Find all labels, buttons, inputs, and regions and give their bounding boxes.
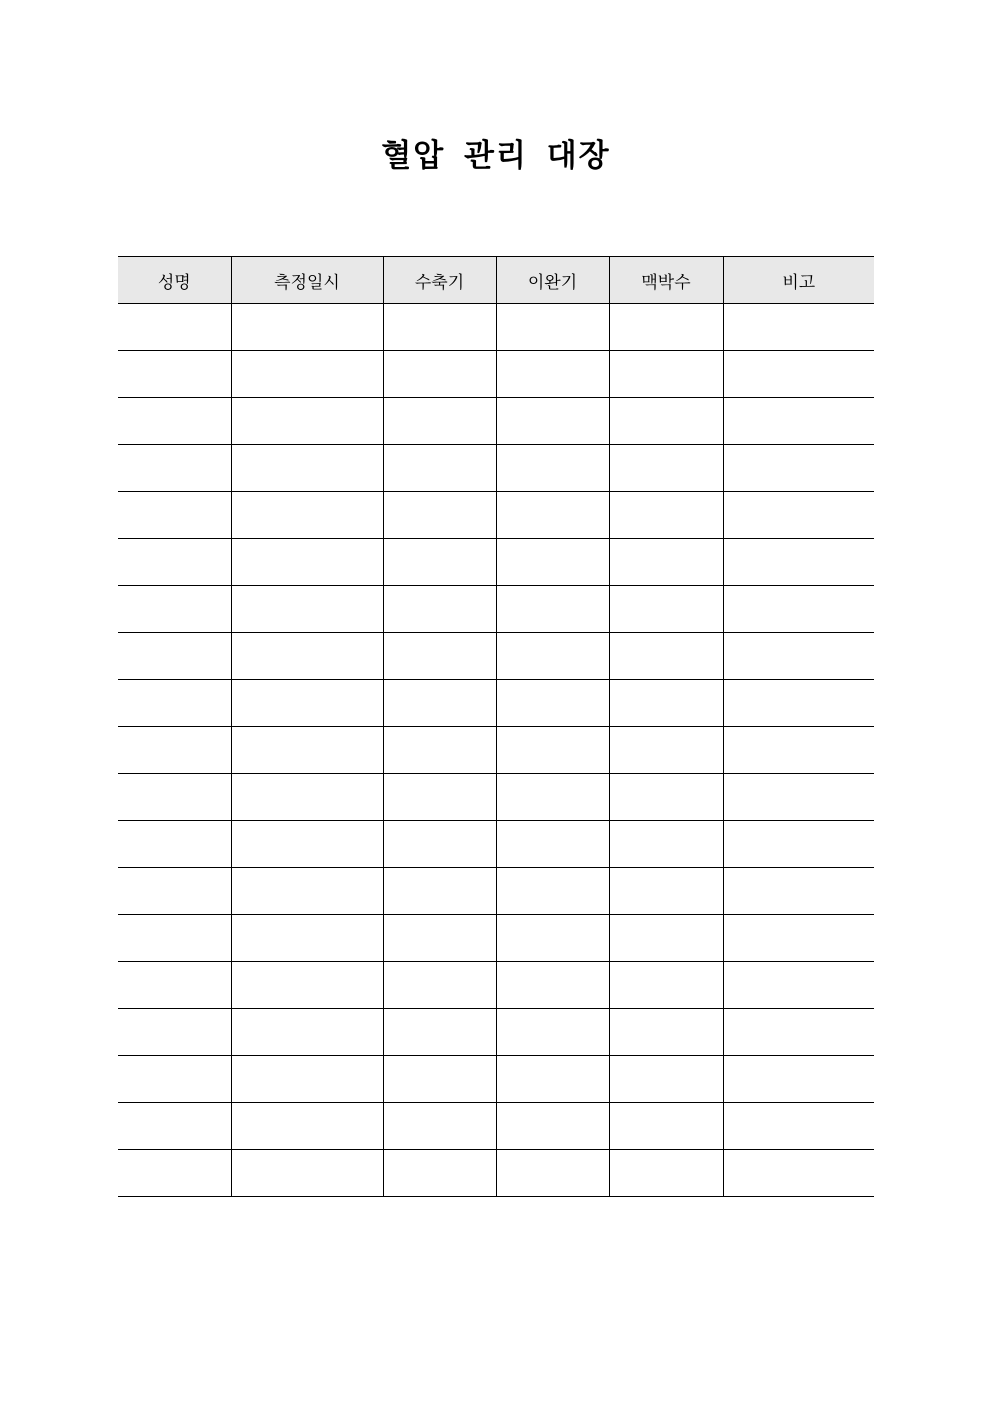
- cell-systolic[interactable]: [383, 586, 496, 633]
- column-header-pulse: 맥박수: [609, 257, 723, 304]
- cell-diastolic[interactable]: [496, 821, 609, 868]
- column-header-remarks: 비고: [723, 257, 874, 304]
- table-row: [118, 915, 874, 962]
- blood-pressure-record-table: [118, 256, 874, 1197]
- cell-systolic[interactable]: [383, 727, 496, 774]
- cell-systolic[interactable]: [383, 492, 496, 539]
- table-row: [118, 1056, 874, 1103]
- table-row: [118, 962, 874, 1009]
- cell-remarks[interactable]: [723, 1056, 874, 1103]
- cell-datetime[interactable]: [231, 868, 383, 915]
- table-row: [118, 445, 874, 492]
- column-header-diastolic: 이완기: [496, 257, 609, 304]
- cell-remarks[interactable]: [723, 774, 874, 821]
- cell-datetime[interactable]: [231, 915, 383, 962]
- cell-pulse[interactable]: [609, 1103, 723, 1150]
- cell-pulse[interactable]: [609, 727, 723, 774]
- cell-remarks[interactable]: [723, 680, 874, 727]
- cell-systolic[interactable]: [383, 351, 496, 398]
- cell-diastolic[interactable]: [496, 539, 609, 586]
- cell-systolic[interactable]: [383, 1150, 496, 1197]
- cell-name[interactable]: [118, 304, 231, 351]
- cell-datetime[interactable]: [231, 586, 383, 633]
- table-row: [118, 398, 874, 445]
- cell-pulse[interactable]: [609, 1009, 723, 1056]
- cell-datetime[interactable]: [231, 1150, 383, 1197]
- table-row: [118, 868, 874, 915]
- cell-diastolic[interactable]: [496, 680, 609, 727]
- cell-pulse[interactable]: [609, 915, 723, 962]
- cell-pulse[interactable]: [609, 1056, 723, 1103]
- cell-pulse[interactable]: [609, 445, 723, 492]
- cell-systolic[interactable]: [383, 680, 496, 727]
- cell-remarks[interactable]: [723, 398, 874, 445]
- cell-datetime[interactable]: [231, 1009, 383, 1056]
- cell-diastolic[interactable]: [496, 445, 609, 492]
- cell-remarks[interactable]: [723, 1103, 874, 1150]
- cell-remarks[interactable]: [723, 821, 874, 868]
- cell-diastolic[interactable]: [496, 1150, 609, 1197]
- cell-remarks[interactable]: [723, 539, 874, 586]
- cell-datetime[interactable]: [231, 398, 383, 445]
- cell-pulse[interactable]: [609, 680, 723, 727]
- table-row: [118, 1009, 874, 1056]
- cell-datetime[interactable]: [231, 351, 383, 398]
- cell-diastolic[interactable]: [496, 915, 609, 962]
- table-row: [118, 821, 874, 868]
- cell-systolic[interactable]: [383, 539, 496, 586]
- cell-datetime[interactable]: [231, 304, 383, 351]
- cell-name[interactable]: [118, 1150, 231, 1197]
- cell-pulse[interactable]: [609, 398, 723, 445]
- cell-name[interactable]: [118, 774, 231, 821]
- cell-diastolic[interactable]: [496, 727, 609, 774]
- cell-remarks[interactable]: [723, 586, 874, 633]
- cell-systolic[interactable]: [383, 868, 496, 915]
- column-header-datetime: 측정일시: [231, 257, 383, 304]
- cell-systolic[interactable]: [383, 633, 496, 680]
- cell-datetime[interactable]: [231, 774, 383, 821]
- cell-diastolic[interactable]: [496, 1009, 609, 1056]
- cell-remarks[interactable]: [723, 492, 874, 539]
- table-row: [118, 774, 874, 821]
- cell-name[interactable]: [118, 398, 231, 445]
- cell-pulse[interactable]: [609, 586, 723, 633]
- cell-name[interactable]: [118, 727, 231, 774]
- cell-name[interactable]: [118, 680, 231, 727]
- cell-datetime[interactable]: [231, 727, 383, 774]
- table-row: [118, 633, 874, 680]
- table-row: [118, 351, 874, 398]
- cell-datetime[interactable]: [231, 492, 383, 539]
- cell-name[interactable]: [118, 868, 231, 915]
- cell-diastolic[interactable]: [496, 1056, 609, 1103]
- cell-name[interactable]: [118, 1103, 231, 1150]
- cell-remarks[interactable]: [723, 1150, 874, 1197]
- cell-datetime[interactable]: [231, 539, 383, 586]
- cell-datetime[interactable]: [231, 821, 383, 868]
- cell-systolic[interactable]: [383, 445, 496, 492]
- cell-datetime[interactable]: [231, 445, 383, 492]
- cell-systolic[interactable]: [383, 1103, 496, 1150]
- cell-remarks[interactable]: [723, 962, 874, 1009]
- cell-systolic[interactable]: [383, 962, 496, 1009]
- cell-pulse[interactable]: [609, 962, 723, 1009]
- cell-name[interactable]: [118, 492, 231, 539]
- page-title: 혈압 관리 대장: [381, 138, 611, 174]
- cell-diastolic[interactable]: [496, 633, 609, 680]
- table-row: [118, 1150, 874, 1197]
- cell-datetime[interactable]: [231, 633, 383, 680]
- cell-systolic[interactable]: [383, 398, 496, 445]
- cell-remarks[interactable]: [723, 445, 874, 492]
- cell-remarks[interactable]: [723, 304, 874, 351]
- cell-diastolic[interactable]: [496, 351, 609, 398]
- cell-diastolic[interactable]: [496, 962, 609, 1009]
- table-row: [118, 586, 874, 633]
- cell-systolic[interactable]: [383, 915, 496, 962]
- cell-pulse[interactable]: [609, 868, 723, 915]
- cell-systolic[interactable]: [383, 774, 496, 821]
- cell-remarks[interactable]: [723, 868, 874, 915]
- cell-diastolic[interactable]: [496, 774, 609, 821]
- table-body: [118, 304, 874, 1197]
- cell-name[interactable]: [118, 586, 231, 633]
- cell-remarks[interactable]: [723, 915, 874, 962]
- table-row: [118, 492, 874, 539]
- cell-name[interactable]: [118, 351, 231, 398]
- cell-diastolic[interactable]: [496, 1103, 609, 1150]
- table-row: [118, 1103, 874, 1150]
- cell-datetime[interactable]: [231, 1056, 383, 1103]
- cell-diastolic[interactable]: [496, 398, 609, 445]
- cell-systolic[interactable]: [383, 1009, 496, 1056]
- cell-remarks[interactable]: [723, 351, 874, 398]
- table-row: [118, 680, 874, 727]
- cell-diastolic[interactable]: [496, 586, 609, 633]
- cell-remarks[interactable]: [723, 727, 874, 774]
- cell-pulse[interactable]: [609, 492, 723, 539]
- cell-pulse[interactable]: [609, 539, 723, 586]
- table-row: [118, 304, 874, 351]
- cell-name[interactable]: [118, 962, 231, 1009]
- cell-name[interactable]: [118, 1056, 231, 1103]
- cell-pulse[interactable]: [609, 304, 723, 351]
- table-header-row: [118, 257, 874, 304]
- cell-name[interactable]: [118, 539, 231, 586]
- cell-datetime[interactable]: [231, 1103, 383, 1150]
- cell-name[interactable]: [118, 633, 231, 680]
- cell-name[interactable]: [118, 821, 231, 868]
- cell-systolic[interactable]: [383, 1056, 496, 1103]
- table-row: [118, 539, 874, 586]
- cell-datetime[interactable]: [231, 962, 383, 1009]
- cell-pulse[interactable]: [609, 351, 723, 398]
- cell-datetime[interactable]: [231, 680, 383, 727]
- cell-pulse[interactable]: [609, 821, 723, 868]
- cell-systolic[interactable]: [383, 821, 496, 868]
- table-row: [118, 727, 874, 774]
- cell-remarks[interactable]: [723, 633, 874, 680]
- cell-pulse[interactable]: [609, 774, 723, 821]
- cell-remarks[interactable]: [723, 1009, 874, 1056]
- cell-diastolic[interactable]: [496, 868, 609, 915]
- cell-pulse[interactable]: [609, 1150, 723, 1197]
- cell-pulse[interactable]: [609, 633, 723, 680]
- cell-diastolic[interactable]: [496, 492, 609, 539]
- cell-name[interactable]: [118, 445, 231, 492]
- column-header-name: 성명: [118, 257, 231, 304]
- cell-name[interactable]: [118, 1009, 231, 1056]
- cell-diastolic[interactable]: [496, 304, 609, 351]
- column-header-systolic: 수축기: [383, 257, 496, 304]
- cell-name[interactable]: [118, 915, 231, 962]
- cell-systolic[interactable]: [383, 304, 496, 351]
